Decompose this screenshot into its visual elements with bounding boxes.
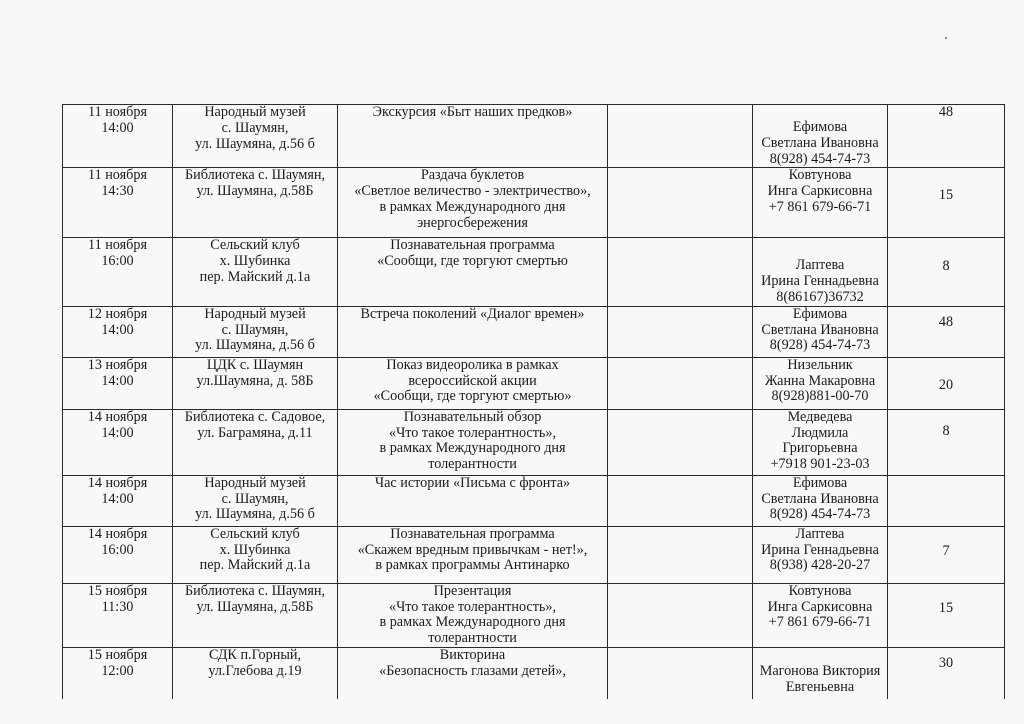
event-line: толерантности	[428, 456, 517, 473]
event-line: в рамках программы Антинарко	[375, 557, 570, 574]
scan-speck	[945, 37, 947, 39]
event-line: в рамках Международного дня	[379, 198, 566, 215]
place-line: ул.Шаумяна, д. 58Б	[196, 372, 314, 389]
organizer-line: Ефимова	[792, 119, 848, 135]
organizer-line: Людмила	[791, 424, 849, 441]
cell-event	[338, 647, 608, 699]
place-line: Библиотека с. Шаумян,	[184, 167, 326, 184]
organizer-line: Ирина Геннадьевна	[761, 273, 879, 290]
event-line: Встреча поколений «Диалог времен»	[360, 306, 585, 322]
cell-organizer	[753, 647, 888, 699]
event-line: Раздача буклетов	[420, 167, 525, 184]
organizer-line: 8(928)881-00-70	[771, 388, 869, 405]
organizer-line: +7 861 679-66-71	[768, 614, 872, 631]
cell-organizer	[753, 409, 888, 475]
organizer-line: Медведева	[787, 409, 853, 425]
cell-organizer	[753, 168, 888, 238]
cell-count	[888, 409, 1005, 475]
cell-extra	[608, 647, 753, 699]
cell-extra	[608, 475, 753, 526]
cell-extra	[608, 357, 753, 409]
place-line: ул. Шаумяна, д.56 б	[195, 337, 315, 354]
organizer-line: Жанна Макаровна	[764, 372, 876, 389]
organizer-line: Лаптева	[795, 526, 845, 542]
organizer-line: 8(938) 428-20-27	[769, 557, 871, 574]
date-line: 14:30	[101, 183, 134, 200]
cell-place	[173, 306, 338, 357]
place-line: ул. Баграмяна, д.11	[197, 424, 313, 441]
cell-event	[338, 306, 608, 357]
place-line: Народный музей	[204, 475, 306, 491]
count-value: 30	[938, 654, 954, 671]
cell-event	[338, 105, 608, 168]
place-line: Народный музей	[204, 306, 306, 322]
organizer-line: 8(928) 454-74-73	[769, 337, 871, 354]
cell-event	[338, 409, 608, 475]
cell-date	[63, 357, 173, 409]
cell-organizer	[753, 238, 888, 306]
place-line: ул.Глебова д.19	[208, 662, 302, 679]
cell-place	[173, 168, 338, 238]
event-line: всероссийской акции	[408, 372, 537, 389]
count-value: 48	[938, 313, 954, 330]
event-line: в рамках Международного дня	[379, 440, 566, 457]
event-line: «Что такое толерантность»,	[388, 598, 557, 615]
cell-place	[173, 647, 338, 699]
organizer-line: Ковтунова	[788, 583, 852, 599]
date-line: 14:00	[101, 372, 134, 389]
date-line: 14 ноября	[87, 409, 148, 425]
cell-event	[338, 357, 608, 409]
event-line: толерантности	[428, 630, 517, 647]
cell-date	[63, 583, 173, 647]
count-value: 20	[938, 376, 954, 393]
event-line: Презентация	[433, 583, 512, 599]
date-line: 16:00	[101, 541, 134, 558]
cell-organizer	[753, 526, 888, 583]
table-row	[63, 526, 1005, 583]
cell-organizer	[753, 583, 888, 647]
place-line: Народный музей	[204, 104, 306, 120]
organizer-line: Светлана Ивановна	[761, 490, 879, 507]
count-value: 8	[942, 422, 950, 439]
place-line: Библиотека с. Садовое,	[184, 409, 326, 425]
cell-count	[888, 526, 1005, 583]
event-line: «Безопасность глазами детей»,	[379, 662, 566, 679]
cell-count	[888, 306, 1005, 357]
date-line: 12 ноября	[87, 306, 148, 322]
cell-place	[173, 357, 338, 409]
date-line: 14 ноября	[87, 475, 148, 491]
cell-event	[338, 475, 608, 526]
cell-date	[63, 475, 173, 526]
event-line: «Что такое толерантность»,	[388, 424, 557, 441]
event-line: Показ видеоролика в рамках	[386, 357, 559, 373]
event-line: «Сообщи, где торгуют смертью	[377, 253, 568, 270]
organizer-line: Магонова Виктория	[759, 662, 881, 679]
cell-event	[338, 583, 608, 647]
cell-count	[888, 357, 1005, 409]
organizer-line: +7918 901-23-03	[770, 456, 870, 473]
count-value: 8	[942, 258, 950, 275]
cell-organizer	[753, 475, 888, 526]
place-line: с. Шаумян,	[221, 321, 289, 338]
cell-organizer	[753, 357, 888, 409]
cell-date	[63, 168, 173, 238]
organizer-line: Светлана Ивановна	[761, 134, 879, 151]
date-line: 13 ноября	[87, 357, 148, 373]
cell-extra	[608, 526, 753, 583]
place-line: пер. Майский д.1а	[199, 268, 311, 285]
place-line: пер. Майский д.1а	[199, 557, 311, 574]
organizer-line: 8(86167)36732	[776, 288, 864, 305]
count-value: 7	[942, 542, 950, 559]
date-line: 14:00	[101, 424, 134, 441]
organizer-line: Инга Саркисовна	[767, 598, 873, 615]
cell-event	[338, 168, 608, 238]
organizer-line: Ефимова	[792, 475, 848, 491]
cell-count	[888, 238, 1005, 306]
organizer-line: Ковтунова	[788, 167, 852, 184]
organizer-line: Григорьевна	[782, 440, 858, 457]
table-row	[63, 475, 1005, 526]
organizer-line: Лаптева	[795, 257, 845, 274]
cell-extra	[608, 306, 753, 357]
place-line: ул. Шаумяна, д.56 б	[195, 135, 315, 152]
event-line: Познавательная программа	[390, 526, 555, 542]
place-line: ул. Шаумяна, д.56 б	[195, 506, 315, 523]
organizer-line: 8(928) 454-74-73	[769, 150, 871, 167]
organizer-line: Евгеньевна	[785, 678, 855, 695]
events-table	[62, 104, 1005, 699]
cell-extra	[608, 409, 753, 475]
cell-count	[888, 583, 1005, 647]
event-line: Час истории «Письма с фронта»	[374, 475, 571, 491]
place-line: с. Шаумян,	[221, 490, 289, 507]
place-line: х. Шубинка	[219, 541, 291, 558]
cell-extra	[608, 168, 753, 238]
cell-place	[173, 409, 338, 475]
cell-place	[173, 526, 338, 583]
cell-count	[888, 168, 1005, 238]
count-value: 48	[938, 104, 954, 120]
cell-count	[888, 475, 1005, 526]
cell-date	[63, 409, 173, 475]
date-line: 15 ноября	[87, 583, 148, 599]
event-line: Познавательный обзор	[403, 409, 542, 425]
count-value: 15	[938, 187, 954, 204]
event-line: «Светлое величество - электричество»,	[354, 183, 591, 200]
cell-count	[888, 647, 1005, 699]
cell-extra	[608, 238, 753, 306]
table-row	[63, 647, 1005, 699]
cell-place	[173, 475, 338, 526]
table-row	[63, 238, 1005, 306]
place-line: Сельский клуб	[210, 526, 300, 542]
date-line: 14:00	[101, 490, 134, 507]
place-line: Библиотека с. Шаумян,	[184, 583, 326, 599]
cell-extra	[608, 583, 753, 647]
organizer-line: Ирина Геннадьевна	[761, 541, 879, 558]
organizer-line: Ефимова	[792, 306, 848, 322]
date-line: 11 ноября	[88, 104, 147, 120]
place-line: Сельский клуб	[210, 237, 300, 254]
organizer-line: Низельник	[787, 357, 853, 373]
cell-date	[63, 647, 173, 699]
place-line: с. Шаумян,	[221, 119, 289, 136]
table-row	[63, 105, 1005, 168]
date-line: 11 ноября	[88, 167, 147, 184]
count-value: 15	[938, 599, 954, 616]
place-line: СДК п.Горный,	[209, 647, 301, 663]
cell-date	[63, 105, 173, 168]
place-line: ЦДК с. Шаумян	[206, 357, 304, 373]
cell-date	[63, 238, 173, 306]
cell-date	[63, 526, 173, 583]
cell-organizer	[753, 306, 888, 357]
date-line: 12:00	[101, 662, 134, 679]
event-line: Викторина	[439, 647, 506, 663]
event-line: энергосбережения	[417, 214, 528, 231]
cell-place	[173, 238, 338, 306]
cell-count	[888, 105, 1005, 168]
date-line: 14 ноября	[87, 526, 148, 542]
place-line: ул. Шаумяна, д.58Б	[196, 183, 314, 200]
date-line: 11 ноября	[88, 237, 147, 254]
table-row	[63, 168, 1005, 238]
date-line: 16:00	[101, 253, 134, 270]
date-line: 14:00	[101, 321, 134, 338]
place-line: х. Шубинка	[219, 253, 291, 270]
organizer-line: Инга Саркисовна	[767, 183, 873, 200]
date-line: 11:30	[101, 598, 134, 615]
cell-organizer	[753, 105, 888, 168]
table-row	[63, 357, 1005, 409]
event-line: «Скажем вредным привычкам - нет!»,	[357, 541, 588, 558]
cell-event	[338, 238, 608, 306]
event-line: Познавательная программа	[390, 237, 555, 254]
table-row	[63, 306, 1005, 357]
table-row	[63, 583, 1005, 647]
cell-extra	[608, 105, 753, 168]
table-row	[63, 409, 1005, 475]
cell-place	[173, 583, 338, 647]
event-line: «Сообщи, где торгуют смертью»	[373, 388, 572, 405]
cell-event	[338, 526, 608, 583]
organizer-line: Светлана Ивановна	[761, 321, 879, 338]
date-line: 15 ноября	[87, 647, 148, 663]
event-line: Экскурсия «Быт наших предков»	[372, 104, 573, 120]
place-line: ул. Шаумяна, д.58Б	[196, 598, 314, 615]
date-line: 14:00	[101, 119, 134, 136]
event-line: в рамках Международного дня	[379, 614, 566, 631]
cell-date	[63, 306, 173, 357]
cell-place	[173, 105, 338, 168]
organizer-line: 8(928) 454-74-73	[769, 506, 871, 523]
organizer-line: +7 861 679-66-71	[768, 198, 872, 215]
